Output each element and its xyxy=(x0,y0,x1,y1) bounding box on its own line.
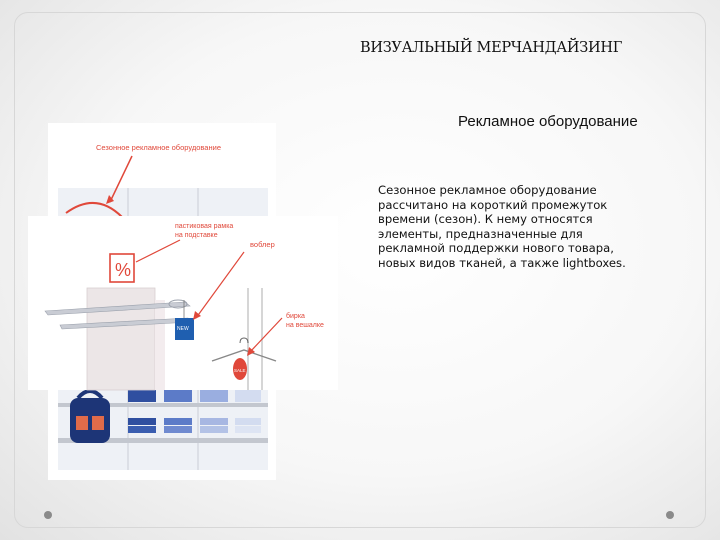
label-seasonal-equipment: Сезонное рекламное оборудование xyxy=(96,143,221,152)
hang-tag-text: SALE xyxy=(234,368,246,373)
new-tag-text: NEW xyxy=(177,326,189,332)
percent-icon: % xyxy=(115,260,132,280)
slide-subtitle: Рекламное оборудование xyxy=(458,113,638,130)
slide-body-text: Сезонное рекламное оборудование рассчитано на короткий промежуток времени (сезон). К нему относятся элементы, предназначенные для рекламной поддержки нового товара, новых видов тканей, а также lightboxes. xyxy=(378,183,626,270)
label-hang-tag-line1: бирка xyxy=(286,313,305,320)
backpack xyxy=(70,391,110,443)
footer-dot-right xyxy=(666,511,674,519)
label-wobbler: воблер xyxy=(250,240,275,249)
footer-dot-left xyxy=(44,511,52,519)
plastic-frame-on-stand xyxy=(110,254,134,282)
front-display-image xyxy=(28,216,338,390)
label-plastic-frame-line2: на подставке xyxy=(175,232,218,239)
label-hang-tag-line2: на вешалке xyxy=(286,322,324,329)
label-plastic-frame-line1: пастиковая рамка xyxy=(175,223,234,230)
slide-title: ВИЗУАЛЬНЫЙ МЕРЧАНДАЙЗИНГ xyxy=(360,40,622,56)
